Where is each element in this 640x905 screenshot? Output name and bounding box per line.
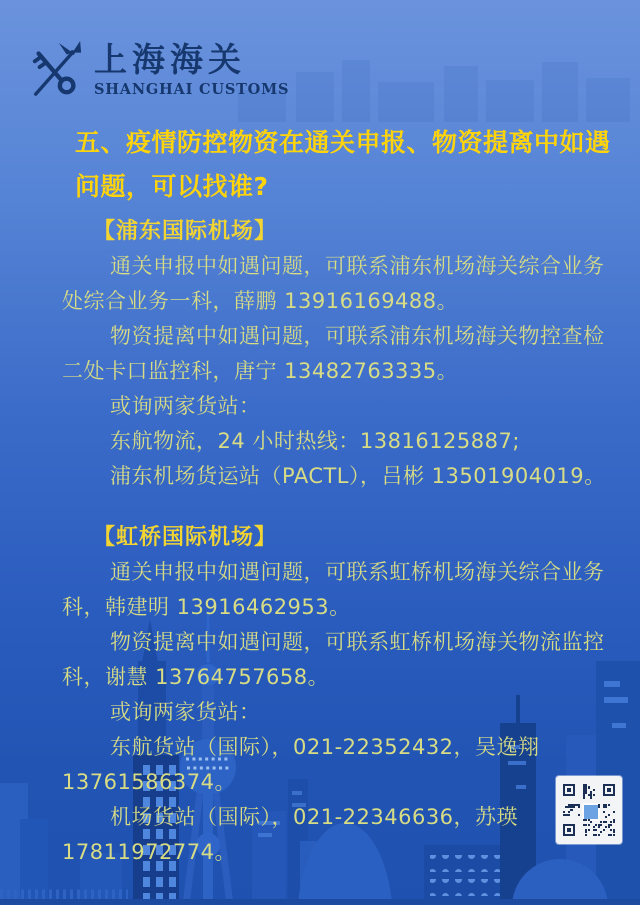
qr-module [593, 794, 595, 796]
body-line: 通关申报中如遇问题，可联系虹桥机场海关综合业务 [110, 560, 605, 584]
section-header: 【虹桥国际机场】 [93, 525, 278, 550]
qr-module [588, 829, 590, 831]
qr-module [590, 796, 592, 798]
customs-emblem-icon [28, 40, 84, 100]
qr-module [608, 804, 610, 806]
qr-module [605, 816, 607, 818]
body-line: 东航货站（国际），021-22352432，吴逸翔 [110, 735, 540, 759]
section-header: 【浦东国际机场】 [93, 219, 278, 244]
header-logo [28, 40, 289, 100]
body-line: 13761586374。 [62, 770, 236, 794]
body-line: 17811972774。 [62, 840, 236, 864]
qr-module [570, 809, 572, 811]
body-line: 机场货站（国际），021-22346636，苏瑛 [110, 805, 519, 829]
qr-module [603, 829, 605, 831]
body-line: 或询两家货站： [110, 394, 261, 418]
body-line: 科，谢慧 13764757658。 [62, 665, 330, 689]
body-line: 物资提离中如遇问题，可联系浦东机场海关物控查检 [110, 324, 605, 348]
qr-module [603, 811, 605, 813]
qr-module [598, 834, 600, 836]
logo-title-cn: 上海海关 [94, 40, 246, 80]
body-line: 东航物流，24 小时热线：13816125887; [110, 429, 520, 453]
body-line: 或询两家货站： [110, 700, 261, 724]
body-line: 二处卡口监控科，唐宁 13482763335。 [62, 359, 459, 383]
qr-module [613, 811, 615, 813]
body-line: 科，韩建明 13916462953。 [62, 595, 351, 619]
qr-module [578, 806, 580, 808]
qr-module [578, 814, 580, 816]
qr-module [613, 834, 615, 836]
qr-module [590, 821, 592, 823]
title-line-2: 问题，可以找谁? [75, 172, 269, 201]
qr-module [610, 824, 612, 826]
qr-module [585, 834, 587, 836]
qr-modules [563, 784, 615, 836]
body-line: 浦东机场货运站（PACTL），吕彬 13501904019。 [110, 464, 606, 488]
qr-module [595, 829, 597, 831]
qr-module [600, 831, 602, 833]
body-line: 物资提离中如遇问题，可联系虹桥机场海关物流监控 [110, 630, 605, 654]
title-line-1: 五、疫情防控物资在通关申报、物资提离中如遇 [75, 128, 611, 157]
qr-module [605, 806, 607, 808]
qr-module [613, 821, 615, 823]
qr-module [588, 786, 590, 788]
body-line: 通关申报中如遇问题，可联系浦东机场海关综合业务 [110, 254, 605, 278]
body-line: 处综合业务一科，薛鹏 13916169488。 [62, 289, 459, 313]
content [0, 214, 640, 870]
qr-module [583, 796, 585, 798]
logo-subtitle-en: SHANGHAI CUSTOMS [94, 80, 290, 98]
qr-module [588, 824, 590, 826]
airport-section [0, 214, 640, 494]
qr-module [593, 789, 595, 791]
qr-module [568, 814, 570, 816]
qr-module [608, 814, 610, 816]
qr-code [556, 776, 622, 844]
qr-finder-icon [563, 824, 575, 836]
qr-module [598, 806, 600, 808]
page-title [75, 121, 620, 209]
qr-finder-icon [563, 784, 575, 796]
qr-finder-icon [603, 784, 615, 796]
qr-module [600, 824, 602, 826]
airport-section [0, 520, 640, 870]
qr-module [598, 826, 600, 828]
qr-module [573, 806, 575, 808]
